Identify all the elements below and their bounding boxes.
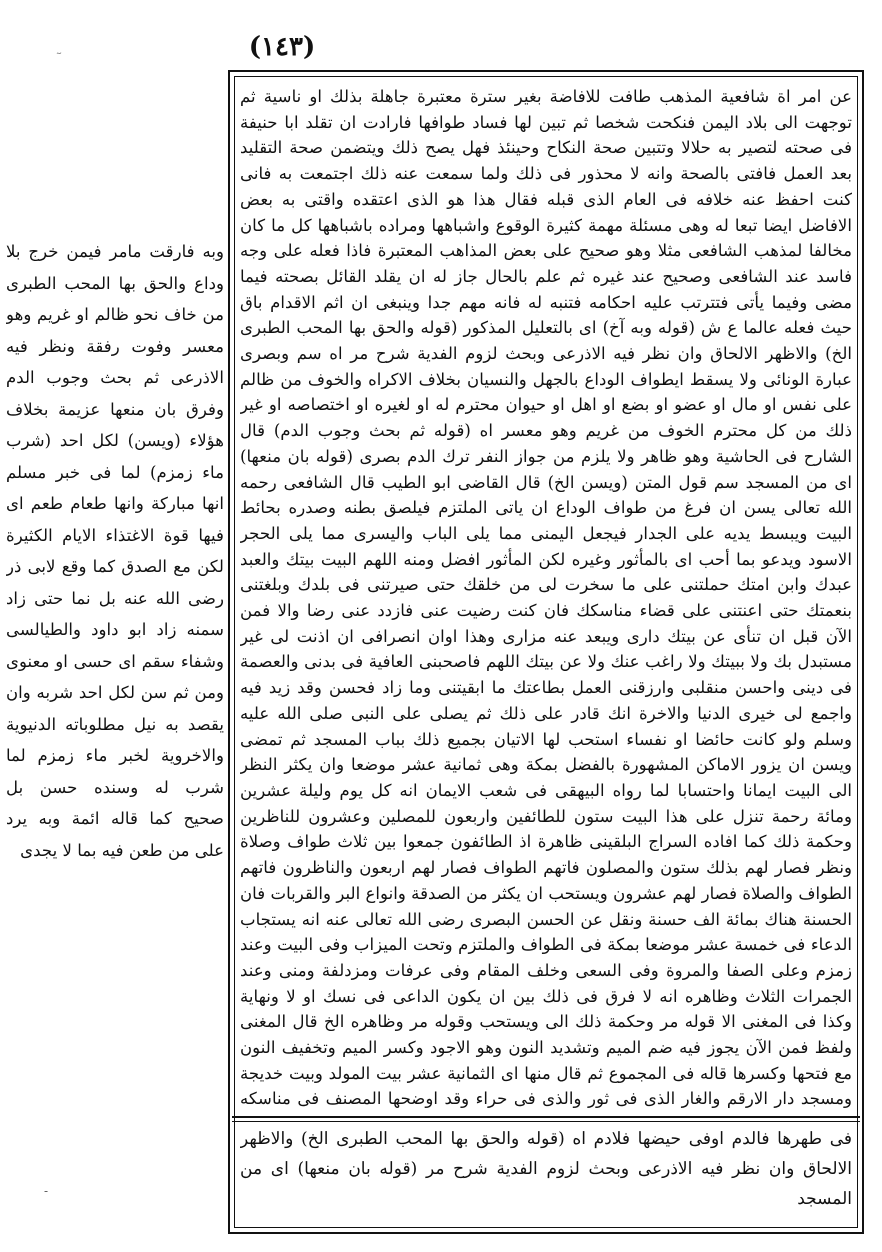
footnote-block: [240, 1124, 852, 1224]
margin-mark-bottom: -: [44, 1184, 49, 1198]
main-text-paragraph: عن امر اة شافعية المذهب طافت للافاضة بغير سترة معتبرة جاهلة بذلك او ناسية ثم توجهت الى بلاد اليمن فنكحت شخصا ثم تبين لها فساد طوافها فارادت ان تقلد ابا حنيفة فى صحته لتصير به حلالا وتتبين صحة النكاح وحينئذ فهل يصح ذلك ويتضمن صحة التقليد بعد العمل فافتى بالصحة وانه لا محذور فى ذلك ولما سمعت عنه ذلك اجتمعت به فانى كنت احفظ عنه خلافه فى العام الذى قبله فقال هذا هو الذى اعتقده واقتى به بعض الافاضل ايضا تبعا له وهى مسئلة مهمة كثيرة الوقوع واشباهها ومراده باشباهها كل ما كان مخالفا لمذهب الشافعى مثلا وهو صحيح على بعض المذاهب المعتبرة فاذا فعله على وجه فاسد عند الشافعى وصحيح عند غيره ثم علم بالحال جاز له ان يقلد القائل بصحته فيما مضى وفيما يأتى فتترتب عليه احكامه فتنبه له فانه مهم جدا وينبغى ان اثم الاقدام باق حيث فعله عالما ع ش (قوله وبه آخ) اى بالتعليل المذكور (قوله والحق بها المحب الطبرى الخ) والاظهر الالحاق وان نظر فيه الاذرعى وبحث لزوم الفدية شرح مر اه سم وبصرى عبارة الونائى ولا يسقط ايطواف الوداع بالجهل والنسيان بخلاف الاكراه والخوف من ظالم على نفس او مال او عضو او بضع او اهل او حيوان محترم له او لغيره او اختصاصه او غير ذلك من كل محترم الخوف من غريم وهو معسر اه (قوله ثم بحث وجوب الدم) قال الشارح فى الحاشية وهو ظاهر ولا يلزم من جواز النفر ترك الدم بصرى (قوله بان منعها) اى من المسجد سم قول المتن (ويسن الخ) قال القاضى ابو الطيب قال الشافعى رحمه الله تعالى يسن ان فرغ من طواف الوداع ان ياتى الملتزم فيلصق بطنه وصدره بحائط البيت ويبسط يديه على الجدار فيجعل اليمنى مما يلى الباب واليسرى مما يلى الحجر الاسود ويدعو بما أحب اى بالمأثور وغيره لكن المأثور افضل ومنه اللهم البيت بيتك والعبد عبدك وابن امتك حملتنى على ما سخرت لى من خلقك حتى صيرتنى فى بلدك وبلغتنى بنعمتك حتى اعنتنى على قضاء مناسكك فان كنت رضيت عنى فازدد عنى رضا والا فمن الآن قبل ان تنأى عن بيتك دارى ويبعد عنه مزارى وهذا اوان انصرافى ان اذنت لى غير مستبدل بك ولا ببيتك ولا راغب عنك ولا عن بيتك اللهم فاصحبنى العافية فى بدنى والعصمة فى دينى واحسن منقلبى وارزقنى العمل بطاعتك ما ابقيتنى وما زاد فحسن وقد زيد فيه واجمع لى خيرى الدنيا والاخرة انك قادر على ذلك ثم يصلى على النبى صلى الله عليه وسلم ولو كانت حائضا او نفساء استحب لها الاتيان بجميع ذلك بباب المسجد ثم تمضى ويسن ان يزور الاماكن المشهورة بالفضل بمكة وهى ثمانية عشر موضعا وان يكثر النظر الى البيت ايمانا واحتسابا لما رواه البيهقى فى شعب الايمان انه كل يوم وليلة عشرين ومائة رحمة تنزل على هذا البيت ستون للطائفين واربعون للمصلين وعشرون للناظرين وحكمة ذلك كما افاده السراج البلقينى ظاهرة اذ الطائفون جمعوا بين ثلاث طواف وصلاة ونظر فصار لهم بذلك ستون والمصلون فاتهم الطواف فصار لهم اربعون والناظرون فاتهم الطواف والصلاة فصار لهم عشرون ويستحب ان يكثر من الصدقة وانواع البر والقربات فان الحسنة هناك بمائة الف حسنة ونقل عن الحسن البصرى رضى الله تعالى عنه انه يستجاب الدعاء فى خمسة عشر موضعا بمكة فى الطواف والملتزم وتحت الميزاب وفى البيت وعند زمزم وعلى الصفا والمروة وفى السعى وخلف المقام وفى عرفات ومزدلفة ومنى وعند الجمرات الثلاث وظاهره انه لا فرق فى ذلك بين ان يكون الداعى فى نسك او لا ونهاية وكذا فى المغنى الا قوله مر وحكمة ذلك الى ويستحب وقوله مر وظاهره الخ قال المغنى ولفظ فمن الآن يجوز فيه ضم الميم وتشديد النون وهو الاجود وكسر الميم وتخفيف النون مع فتحها وكسرها قاله فى المجموع ثم قال منها اى الثمانية عشر بيت المولد وبيت خديجة ومسجد دار الارقم والغار الذى فى ثور والذى فى حراء وقد اوضحها المصنف فى مناسكه: [240, 87, 852, 1109]
footnote-divider-thin: [232, 1121, 860, 1122]
margin-commentary: [6, 236, 224, 1126]
footnote-divider: [232, 1116, 860, 1118]
main-text-block: [240, 84, 852, 1114]
margin-commentary-paragraph: وبه فارقت مامر فيمن خرج بلا وداع والحق بها المحب الطبرى من خاف نحو ظالم او غريم وهو معسر وفوت رفقة ونظر فيه الاذرعى ثم بحث وجوب الدم وفرق بان منعها عزيمة بخلاف هؤلاء (ويسن) لكل احد (شرب ماء زمزم) لما فى خبر مسلم انها مباركة وانها طعام طعم اى فيها قوة الاغتذاء الايام الكثيرة لكن مع الصدق كما وقع لابى ذر رضى الله عنه بل نما حتى زاد سمنه زاد ابو داود والطيالسى وشفاء سقم اى حسى او معنوى ومن ثم سن لكل احد شربه وان يقصد به نيل مطلوباته الدنيوية والاخروية لخبر ماء زمزم لما شرب له وسنده حسن بل صحيح كما قاله ائمة وبه يرد على من طعن فيه بما لا يجدى: [6, 242, 224, 860]
footnote-paragraph: فى طهرها فالدم اوفى حيضها فلادم اه (قوله والحق بها المحب الطبرى الخ) والاظهر الالحاق وان نظر فيه الاذرعى وبحث لزوم الفدية شرح مر (قوله بان منعها) اى من المسجد: [240, 1129, 852, 1209]
page-number: (١٤٣): [248, 32, 316, 62]
